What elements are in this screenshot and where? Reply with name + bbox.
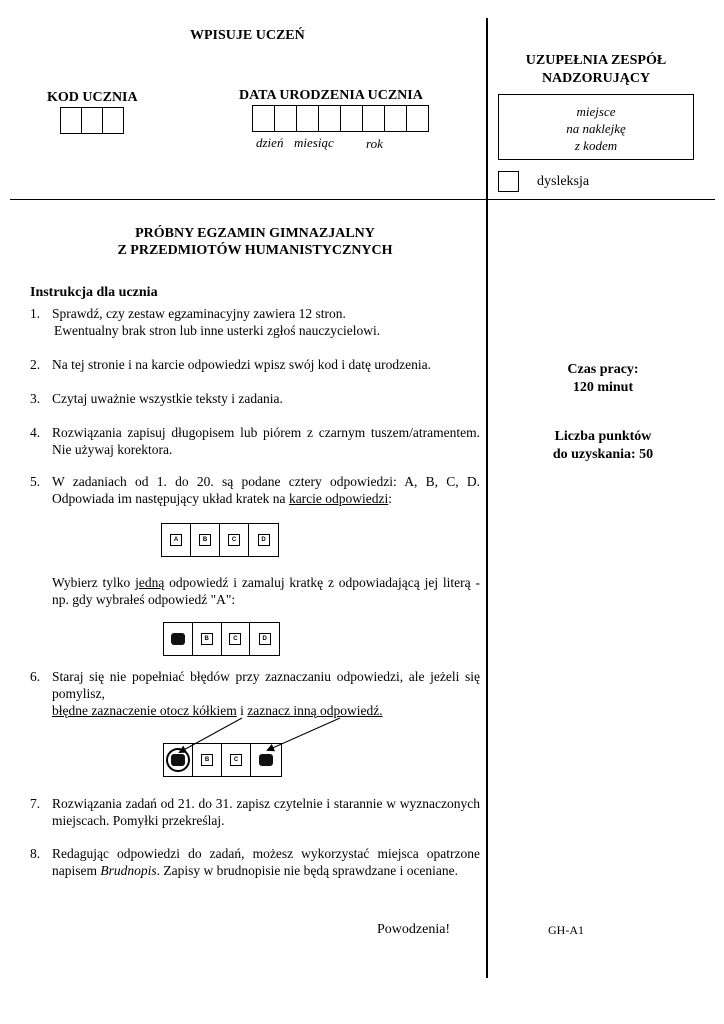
exam-code: GH-A1 bbox=[548, 923, 584, 937]
item-number: 4. bbox=[30, 425, 41, 440]
points-label: Liczba punktów bbox=[554, 429, 652, 444]
circle-wrong-term: błędne zaznaczenie otocz kółkiem bbox=[52, 703, 237, 718]
date-box[interactable] bbox=[252, 105, 275, 132]
date-box[interactable] bbox=[296, 105, 319, 132]
item-text: Redagując odpowiedzi do zadań, możesz wykorzystać miejsca opatrzone napisem bbox=[52, 846, 480, 878]
time-label: Czas pracy: bbox=[567, 362, 639, 377]
filled-option-a bbox=[171, 633, 185, 645]
student-fills-heading: WPISUJE UCZEŃ bbox=[190, 28, 305, 43]
item-text: . Zapisy w brudnopisie nie będą sprawdzane i oceniane. bbox=[156, 863, 459, 878]
item-text: W zadaniach od 1. do 20. są podane cztery odpowiedzi: A, B, C, D. Odpowiada im następujący układ kratek na bbox=[52, 474, 480, 506]
student-code-label: KOD UCZNIA bbox=[47, 90, 138, 105]
day-label: dzień bbox=[256, 135, 284, 150]
instruction-item-5 bbox=[30, 473, 480, 507]
code-box[interactable] bbox=[60, 107, 82, 134]
item-number: 5. bbox=[30, 474, 41, 489]
date-box[interactable] bbox=[274, 105, 297, 132]
team-fills-line2: NADZORUJĄCY bbox=[541, 71, 651, 86]
item-text: Rozwiązania zapisuj długopisem lub piórem z czarnym tuszem/atramentem. Nie używaj korektora. bbox=[52, 425, 480, 457]
item-text: Czytaj uważnie wszystkie teksty i zadania. bbox=[52, 391, 283, 406]
exam-title-line1: PRÓBNY EGZAMIN GIMNAZJALNY bbox=[135, 226, 375, 241]
instruction-item-3 bbox=[30, 390, 480, 407]
item-number: 7. bbox=[30, 796, 41, 811]
item-text: i bbox=[236, 703, 248, 718]
option-b-box: B bbox=[199, 534, 211, 546]
item-number: 6. bbox=[30, 669, 41, 684]
year-label: rok bbox=[366, 136, 383, 151]
item-text: Ewentualny brak stron lub inne usterki zgłoś nauczycielowi. bbox=[54, 323, 381, 338]
item-text-end: : bbox=[388, 491, 393, 506]
code-box[interactable] bbox=[102, 107, 124, 134]
student-code-boxes bbox=[60, 107, 124, 134]
birth-date-boxes bbox=[252, 105, 429, 132]
instruction-item-4 bbox=[30, 424, 480, 458]
option-d-box: D bbox=[259, 633, 271, 645]
answer-grid-filled-example bbox=[163, 622, 280, 656]
exam-title-line2: Z PRZEDMIOTÓW HUMANISTYCZNYCH bbox=[117, 243, 393, 258]
sticker-text-3: z kodem bbox=[574, 138, 618, 153]
mark-other-term: zaznacz inną odpowiedź. bbox=[247, 703, 383, 718]
option-b-box: B bbox=[201, 633, 213, 645]
date-box[interactable] bbox=[340, 105, 363, 132]
sticker-text-2: na naklejkę bbox=[566, 121, 626, 136]
good-luck: Powodzenia! bbox=[377, 922, 451, 937]
sticker-text-1: miejsce bbox=[576, 104, 616, 119]
sticker-box bbox=[498, 94, 694, 160]
option-c-box: C bbox=[229, 633, 241, 645]
scratch-term: Brudnopis bbox=[100, 863, 157, 878]
circle-mark bbox=[166, 748, 190, 772]
instruction-item-6 bbox=[30, 668, 480, 719]
date-box[interactable] bbox=[362, 105, 385, 132]
instruction-item-5b bbox=[30, 574, 480, 608]
answer-grid-example bbox=[161, 523, 279, 557]
item-number: 1. bbox=[30, 306, 41, 321]
time-info bbox=[500, 361, 706, 397]
item-text: Na tej stronie i na karcie odpowiedzi wpisz swój kod i datę urodzenia. bbox=[52, 357, 432, 372]
item-text: Wybierz tylko bbox=[52, 575, 136, 590]
instruction-item-1 bbox=[30, 305, 480, 339]
instruction-item-7 bbox=[30, 795, 480, 829]
option-c-box: C bbox=[228, 534, 240, 546]
date-box[interactable] bbox=[406, 105, 429, 132]
birth-date-label: DATA URODZENIA UCZNIA bbox=[239, 88, 423, 103]
instruction-item-8 bbox=[30, 845, 480, 879]
only-one-term: jedną bbox=[135, 575, 165, 590]
dyslexia-label: dysleksja bbox=[537, 174, 590, 189]
item-text: Rozwiązania zadań od 21. do 31. zapisz czytelnie i starannie w wyznaczonych miejscach. Pomyłki przekreślaj. bbox=[52, 796, 480, 828]
time-value: 120 minut bbox=[572, 380, 634, 395]
item-text: Sprawdź, czy zestaw egzaminacyjny zawiera 12 stron. bbox=[52, 306, 346, 321]
answer-card-term: karcie odpowiedzi bbox=[288, 491, 389, 506]
item-text: odpowiedź i zamaluj kratkę z odpowiadającą jej literą - np. gdy wybrałeś odpowiedź "A": bbox=[52, 575, 480, 607]
option-b-box: B bbox=[201, 754, 213, 766]
instruction-item-2 bbox=[30, 356, 480, 373]
vertical-divider bbox=[486, 18, 488, 978]
date-box[interactable] bbox=[318, 105, 341, 132]
exam-title bbox=[30, 225, 480, 259]
answer-grid-correction-example bbox=[163, 743, 282, 777]
team-fills-heading bbox=[498, 52, 694, 88]
horizontal-divider bbox=[10, 199, 715, 200]
item-number: 2. bbox=[30, 357, 41, 372]
month-label: miesiąc bbox=[294, 135, 334, 150]
option-a-box: A bbox=[170, 534, 182, 546]
item-number: 8. bbox=[30, 846, 41, 861]
date-box[interactable] bbox=[384, 105, 407, 132]
filled-option-d bbox=[259, 754, 273, 766]
option-d-box: D bbox=[258, 534, 270, 546]
points-info bbox=[500, 428, 706, 464]
item-text: Staraj się nie popełniać błędów przy zaznaczaniu odpowiedzi, ale jeżeli się pomylisz, bbox=[52, 669, 480, 701]
team-fills-line1: UZUPEŁNIA ZESPÓŁ bbox=[525, 53, 667, 68]
code-box[interactable] bbox=[81, 107, 103, 134]
option-c-box: C bbox=[230, 754, 242, 766]
dyslexia-checkbox[interactable] bbox=[498, 171, 519, 192]
item-number: 3. bbox=[30, 391, 41, 406]
points-value: do uzyskania: 50 bbox=[552, 447, 654, 462]
instructions-heading: Instrukcja dla ucznia bbox=[30, 285, 158, 300]
